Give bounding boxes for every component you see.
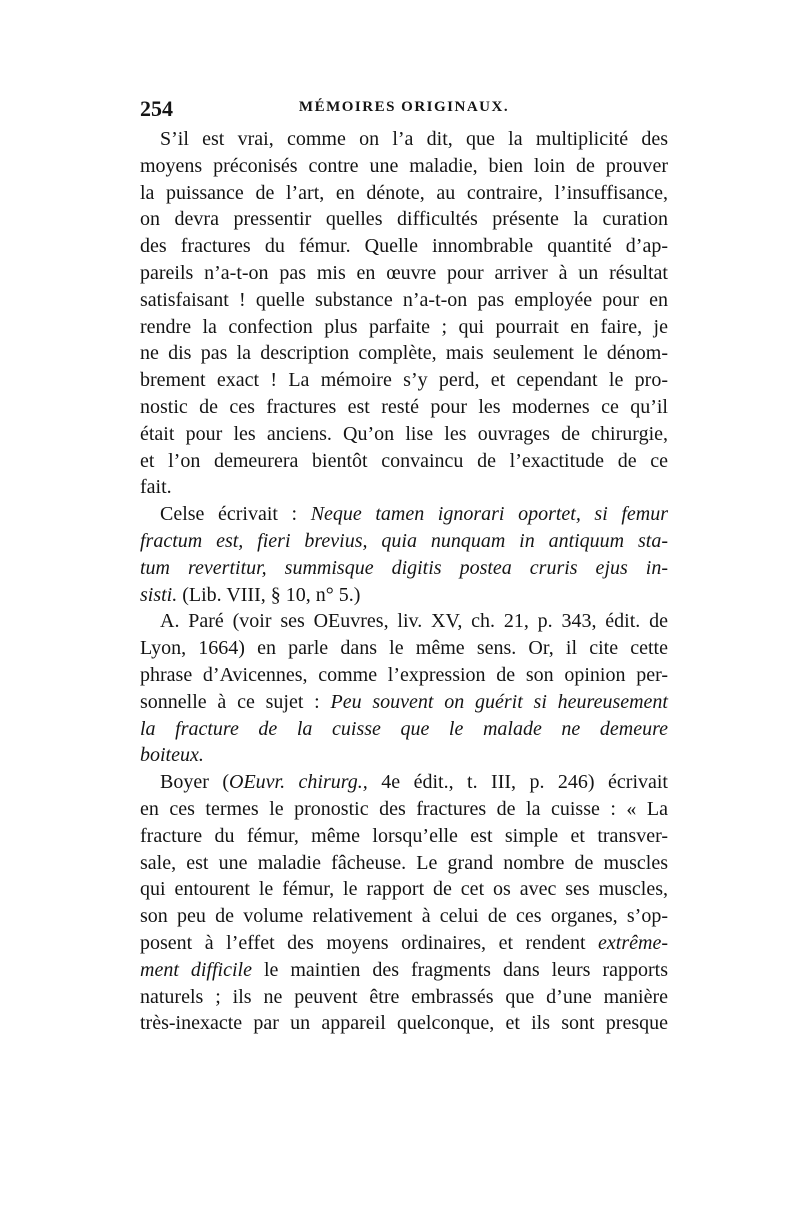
text-line: la fracture de la cuisse que le malade ne demeure — [140, 717, 668, 740]
page-header — [140, 96, 668, 126]
text-line: fractum est, fieri brevius, quia nunquam in antiquum sta- — [140, 529, 668, 552]
text-line: qui entourent le fémur, le rapport de cet os avec ses muscles, — [140, 878, 668, 901]
text-line: nostic de ces fractures est resté pour les modernes ce qu’il — [140, 395, 668, 418]
running-head: MÉMOIRES ORIGINAUX. — [298, 99, 510, 115]
text-line: Celse écrivait : Neque tamen ignorari oportet, si femur — [160, 503, 668, 526]
text-line: rendre la confection plus parfaite ; qui pourrait en faire, je — [140, 315, 668, 338]
text-line: pareils n’a-t-on pas mis en œuvre pour arriver à un résultat — [140, 261, 668, 284]
text-line: satisfaisant ! quelle substance n’a-t-on pas employée pour en — [140, 288, 668, 311]
text-line: S’il est vrai, comme on l’a dit, que la multiplicité des — [160, 128, 668, 150]
page-number: 254 — [140, 96, 173, 121]
text-line: fracture du fémur, même lorsqu’elle est simple et transver- — [140, 824, 668, 847]
text-line: on devra pressentir quelles difficultés présente la curation — [140, 208, 668, 231]
text-line: et l’on demeurera bientôt convaincu de l’exactitude de ce — [140, 449, 668, 472]
text-line: ne dis pas la description complète, mais seulement le dénom- — [140, 342, 668, 365]
body-text — [140, 126, 668, 1037]
text-line: son peu de volume relativement à celui de ces organes, s’op- — [140, 905, 668, 928]
text-line: brement exact ! La mémoire s’y perd, et cependant le pro- — [140, 369, 668, 392]
text-line: moyens préconisés contre une maladie, bien loin de prouver — [140, 154, 668, 177]
text-line: sale, est une maladie fâcheuse. Le grand nombre de muscles — [140, 851, 668, 874]
text-line: était pour les anciens. Qu’on lise les ouvrages de chirurgie, — [140, 422, 668, 445]
text-line: tum revertitur, summisque digitis postea cruris ejus in- — [140, 556, 668, 579]
text-line: des fractures du fémur. Quelle innombrable quantité d’ap- — [140, 235, 668, 258]
text-line: fait. — [140, 476, 172, 499]
text-line: boiteux. — [140, 744, 204, 767]
text-line: ment difficile le maintien des fragments dans leurs rapports — [140, 958, 668, 981]
text-line: Boyer (OEuvr. chirurg., 4e édit., t. III, p. 246) écrivait — [160, 771, 668, 794]
text-line: très-inexacte par un appareil quelconque, et ils sont presque — [140, 1012, 668, 1035]
text-line: phrase d’Avicennes, comme l’expression de son opinion per- — [140, 663, 668, 686]
text-line: A. Paré (voir ses OEuvres, liv. XV, ch. 21, p. 343, édit. de — [160, 610, 668, 633]
text-line: sonnelle à ce sujet : Peu souvent on guérit si heureusement — [140, 690, 668, 713]
text-line: Lyon, 1664) en parle dans le même sens. Or, il cite cette — [140, 637, 668, 660]
text-line: sisti. (Lib. VIII, § 10, n° 5.) — [140, 583, 361, 606]
text-line: en ces termes le pronostic des fractures de la cuisse : « La — [140, 797, 668, 820]
text-line: naturels ; ils ne peuvent être embrassés que d’une manière — [140, 985, 668, 1008]
text-line: posent à l’effet des moyens ordinaires, et rendent extrême- — [140, 931, 668, 954]
text-line: la puissance de l’art, en dénote, au contraire, l’insuffisance, — [140, 181, 668, 204]
